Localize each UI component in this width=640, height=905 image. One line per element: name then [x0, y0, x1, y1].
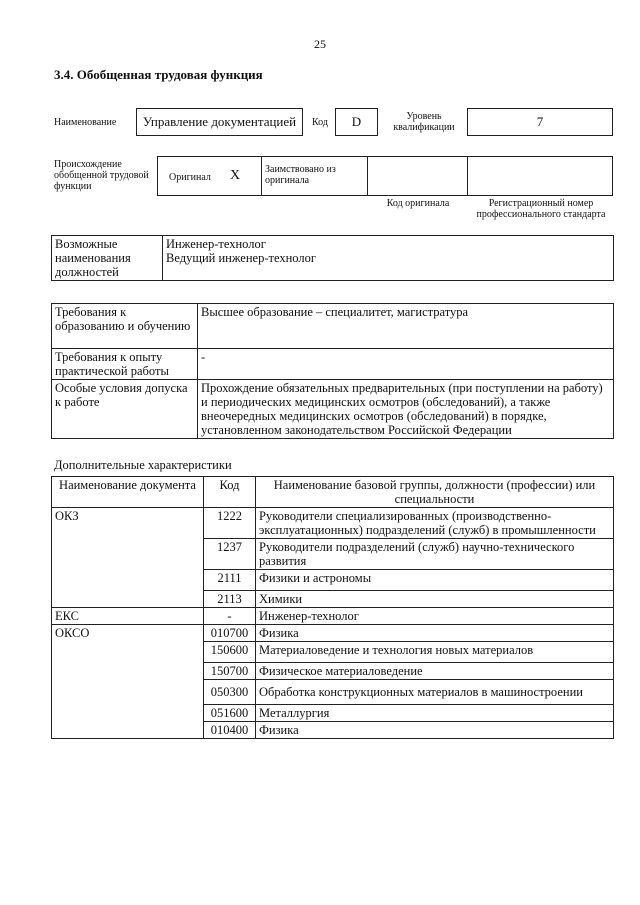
code-cell: 150700: [204, 663, 256, 680]
additional-table: [51, 476, 614, 739]
origin-box: [157, 156, 613, 196]
code-label: Код: [312, 117, 328, 128]
borrowed-label: Заимствовано из оригинала: [265, 164, 336, 186]
origin-divider-3: [467, 156, 468, 196]
req-label: Особые условия допуска к работе: [52, 380, 198, 439]
requirements-table: [51, 303, 614, 439]
original-label: Оригинал: [169, 172, 211, 183]
doc-cell: ЕКС: [52, 608, 204, 625]
name-cell: Материаловедение и технология новых материалов: [256, 642, 614, 663]
req-label: Требования к образованию и обучению: [52, 304, 198, 349]
code-cell: 010700: [204, 625, 256, 642]
positions-table: [51, 235, 614, 281]
code-original-caption: Код оригинала: [386, 198, 450, 209]
code-cell: 1222: [204, 508, 256, 539]
header-code: Код: [204, 477, 256, 508]
code-value: D: [335, 108, 378, 136]
req-value: -: [198, 349, 614, 380]
code-cell: 051600: [204, 705, 256, 722]
code-cell: 2111: [204, 570, 256, 591]
page-number: 25: [314, 37, 326, 51]
positions-values: [163, 236, 614, 281]
origin-divider-1: [261, 156, 262, 196]
req-value: Прохождение обязательных предварительных (при поступлении на работу) и периодических медицинских осмотров (обследований), а также внеочередных медицинских осмотров (обследований) в порядке, установленном законодательством Российской Федерации: [198, 380, 614, 439]
name-cell: Обработка конструкционных материалов в машиностроении: [256, 680, 614, 705]
req-value: Высшее образование – специалитет, магистратура: [198, 304, 614, 349]
header-doc: Наименование документа: [52, 477, 204, 508]
positions-label: Возможные наименования должностей: [52, 236, 163, 281]
level-value: 7: [467, 108, 613, 136]
code-cell: 010400: [204, 722, 256, 739]
code-cell: -: [204, 608, 256, 625]
section-title: 3.4. Обобщенная трудовая функция: [54, 67, 263, 82]
req-label: Требования к опыту практической работы: [52, 349, 198, 380]
origin-label: Происхождение обобщенной трудовой функции: [54, 159, 149, 192]
doc-cell: ОКЗ: [52, 508, 204, 608]
name-cell: Химики: [256, 591, 614, 608]
code-cell: 150600: [204, 642, 256, 663]
name-label: Наименование: [54, 117, 117, 128]
origin-divider-2: [367, 156, 368, 196]
name-cell: Физическое материаловедение: [256, 663, 614, 680]
name-cell: Инженер-технолог: [256, 608, 614, 625]
code-cell: 1237: [204, 539, 256, 570]
name-cell: Физика: [256, 625, 614, 642]
name-value: Управление документацией: [136, 108, 303, 136]
level-label: Уровень квалификации: [393, 111, 455, 133]
name-cell: Физики и астрономы: [256, 570, 614, 591]
position-item: Ведущий инженер-технолог: [166, 251, 316, 265]
name-cell: Руководители подразделений (служб) научно-технического развития: [256, 539, 614, 570]
doc-cell: ОКСО: [52, 625, 204, 739]
name-cell: Металлургия: [256, 705, 614, 722]
additional-title: Дополнительные характеристики: [54, 458, 232, 472]
code-cell: 2113: [204, 591, 256, 608]
reg-number-caption: Регистрационный номер профессионального стандарта: [476, 198, 606, 220]
header-name: Наименование базовой группы, должности (профессии) или специальности: [256, 477, 614, 508]
code-cell: 050300: [204, 680, 256, 705]
name-cell: Руководители специализированных (производственно-эксплуатационных) подразделений (служб) в промышленности: [256, 508, 614, 539]
name-cell: Физика: [256, 722, 614, 739]
original-mark: X: [230, 168, 241, 183]
position-item: Инженер-технолог: [166, 237, 266, 251]
